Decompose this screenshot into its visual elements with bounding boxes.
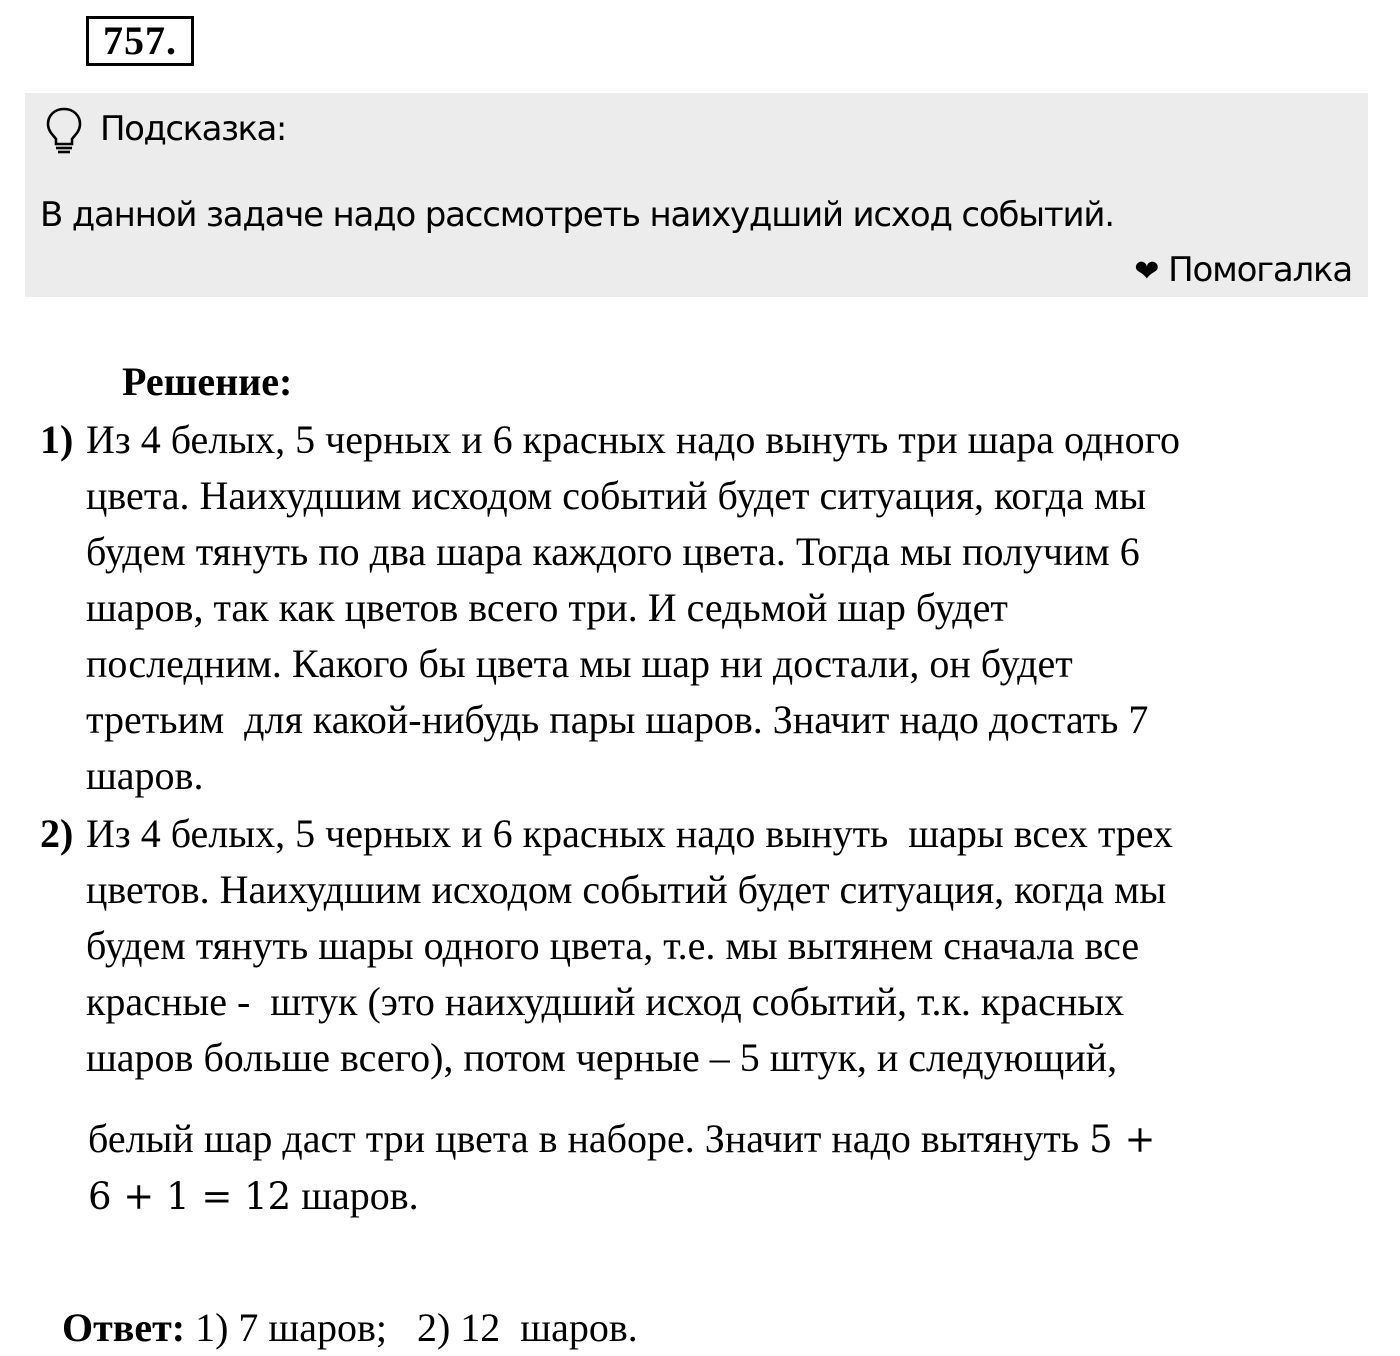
brand-label [1134, 246, 1352, 296]
item-text [86, 412, 1180, 804]
heart-icon: ❤ [1134, 254, 1159, 289]
answer-label: Ответ: [62, 1305, 186, 1350]
text-line: Из 4 белых, 5 черных и 6 красных надо вынуть шары всех трех [86, 811, 1174, 856]
text-line: цвета. Наихудшим исходом событий будет ситуация, когда мы [86, 473, 1147, 518]
text-line: цветов. Наихудшим исходом событий будет ситуация, когда мы [86, 867, 1167, 912]
continuation-text: шаров. [291, 1173, 419, 1218]
text-line [88, 1167, 1155, 1224]
answer [42, 1244, 638, 1356]
continuation-text: белый шар даст три цвета в наборе. Значит надо вытянуть [88, 1116, 1090, 1161]
answer-text: 1) 7 шаров; 2) 12 шаров. [185, 1305, 638, 1350]
solution-title: Решение: [122, 359, 293, 404]
text-line: красные - штук (это наихудший исход событий, т.к. красных [86, 979, 1125, 1024]
text-line: шаров, так как цветов всего три. И седьмой шар будет [86, 585, 1008, 630]
task-number: 757. [86, 16, 194, 66]
text-line: будем тянуть шары одного цвета, т.е. мы вытянем сначала все [86, 923, 1140, 968]
hint-text: В данной задаче надо рассмотреть наихудший исход событий. [40, 195, 1114, 235]
text-line [88, 1110, 1155, 1167]
hint-title: Подсказка: [100, 109, 286, 149]
item-text [86, 806, 1173, 1086]
math-expression: 6 + 1 = 12 [88, 1175, 292, 1218]
text-line: шаров. [86, 753, 204, 798]
item-2-continuation [88, 1110, 1155, 1224]
item-number: 2) [40, 811, 74, 856]
lightbulb-icon [44, 106, 84, 156]
math-expression: 5 + [1089, 1118, 1156, 1161]
text-line: Из 4 белых, 5 черных и 6 красных надо вынуть три шара одного [86, 417, 1180, 462]
text-line: шаров больше всего), потом черные – 5 штук, и следующий, [86, 1035, 1118, 1080]
brand-name: Помогалка [1168, 250, 1352, 290]
text-line: будем тянуть по два шара каждого цвета. Тогда мы получим 6 [86, 529, 1140, 574]
item-number: 1) [40, 417, 74, 462]
text-line: третьим для какой-нибудь пары шаров. Значит надо достать 7 [86, 697, 1149, 742]
text-line: последним. Какого бы цвета мы шар ни достали, он будет [86, 641, 1073, 686]
